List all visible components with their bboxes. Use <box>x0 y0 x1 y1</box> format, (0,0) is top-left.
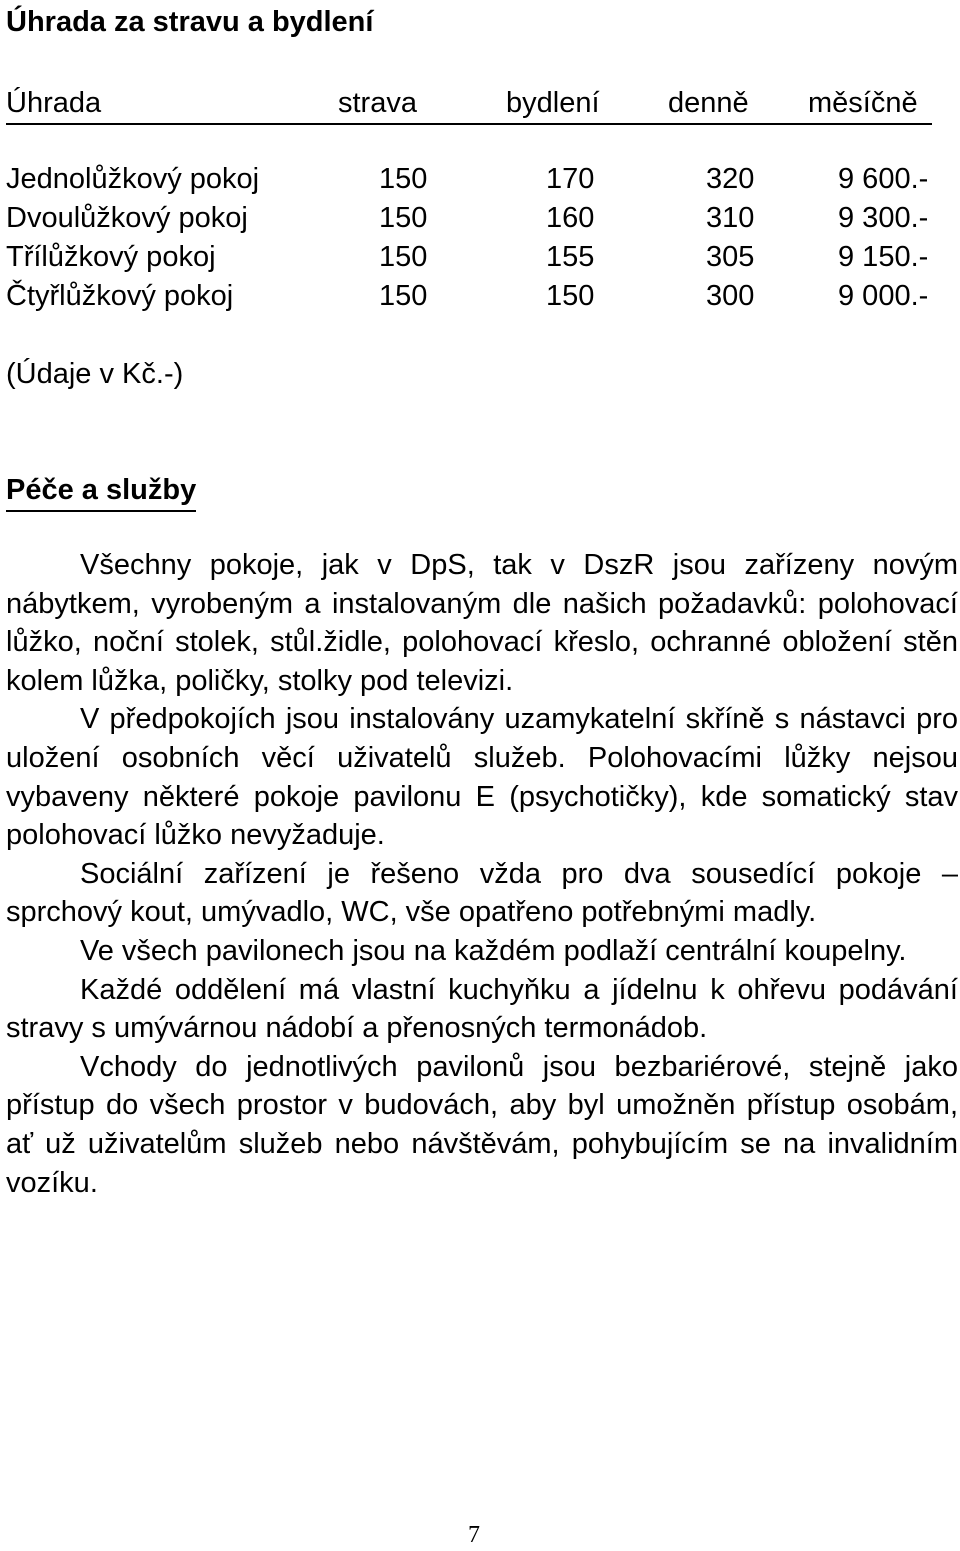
paragraph: V předpokojích jsou instalovány uzamykatelní skříně s nástavci pro uložení osobních věcí uživatelů služeb. Polohovacími lůžky nejsou vybaveny některé pokoje pavilonu E (psychotičky), kde somatický stav polohovací lůžko nevyžaduje. <box>6 703 958 852</box>
paragraph: Sociální zařízení je řešeno vžda pro dva sousedící pokoje – sprchový kout, umývadlo, WC, vše opatřeno potřebnými madly. <box>6 857 958 929</box>
denne-value: 310 <box>706 202 755 234</box>
table-row <box>6 277 932 316</box>
strava-value: 150 <box>379 280 428 312</box>
header-bydleni: bydlení <box>506 87 600 119</box>
table-row <box>6 199 932 238</box>
strava-value: 150 <box>379 202 428 234</box>
services-text <box>6 546 958 1202</box>
paragraph: Každé oddělení má vlastní kuchyňku a jídelnu k ohřevu podávání stravy s umývárnou nádobí a přenosných termonádob. <box>6 973 958 1045</box>
denne-value: 300 <box>706 280 755 312</box>
room-type-label: Třílůžkový pokoj <box>6 241 216 273</box>
mesicne-value: 9 300.- <box>838 202 929 234</box>
paragraph: Ve všech pavilonech jsou na každém podlaží centrální koupelny. <box>80 934 907 967</box>
header-strava: strava <box>338 87 417 119</box>
mesicne-value: 9 000.- <box>838 280 929 312</box>
mesicne-value: 9 600.- <box>838 163 929 195</box>
room-type-label: Dvoulůžkový pokoj <box>6 202 248 234</box>
mesicne-value: 9 150.- <box>838 241 929 273</box>
paragraph: Všechny pokoje, jak v DpS, tak v DszR jsou zařízeny novým nábytkem, vyrobeným a instalovaným dle našich požadavků: polohovací lůžko, noční stolek, stůl.židle, polohovací křeslo, ochranné obložení stěn kolem lůžka, poličky, stolky pod televizi. <box>6 549 958 697</box>
room-type-label: Čtyřlůžkový pokoj <box>6 280 234 312</box>
strava-value: 150 <box>379 163 428 195</box>
denne-value: 305 <box>706 241 755 273</box>
table-row <box>6 238 932 277</box>
price-table-body <box>6 160 932 316</box>
section-heading: Péče a služby <box>6 470 196 512</box>
bydleni-value: 155 <box>546 241 595 273</box>
price-table-header <box>6 83 932 125</box>
room-type-label: Jednolůžkový pokoj <box>6 163 260 195</box>
currency-note: (Údaje v Kč.-) <box>6 358 184 390</box>
header-mesicne: měsíčně <box>808 87 918 119</box>
strava-value: 150 <box>379 241 428 273</box>
denne-value: 320 <box>706 163 755 195</box>
page-number: 7 <box>468 1522 480 1548</box>
bydleni-value: 150 <box>546 280 595 312</box>
header-denne: denně <box>668 87 749 119</box>
header-uhrada: Úhrada <box>6 87 102 119</box>
paragraph: Vchody do jednotlivých pavilonů jsou bezbariérové, stejně jako přístup do všech prostor v budovách, aby byl umožněn přístup osobám, ať už uživatelům služeb nebo návštěvám, pohybujícím se na invalidním vozíku. <box>6 1050 958 1199</box>
bydleni-value: 170 <box>546 163 595 195</box>
table-row <box>6 160 932 199</box>
page-title: Úhrada za stravu a bydlení <box>6 6 374 38</box>
bydleni-value: 160 <box>546 202 595 234</box>
